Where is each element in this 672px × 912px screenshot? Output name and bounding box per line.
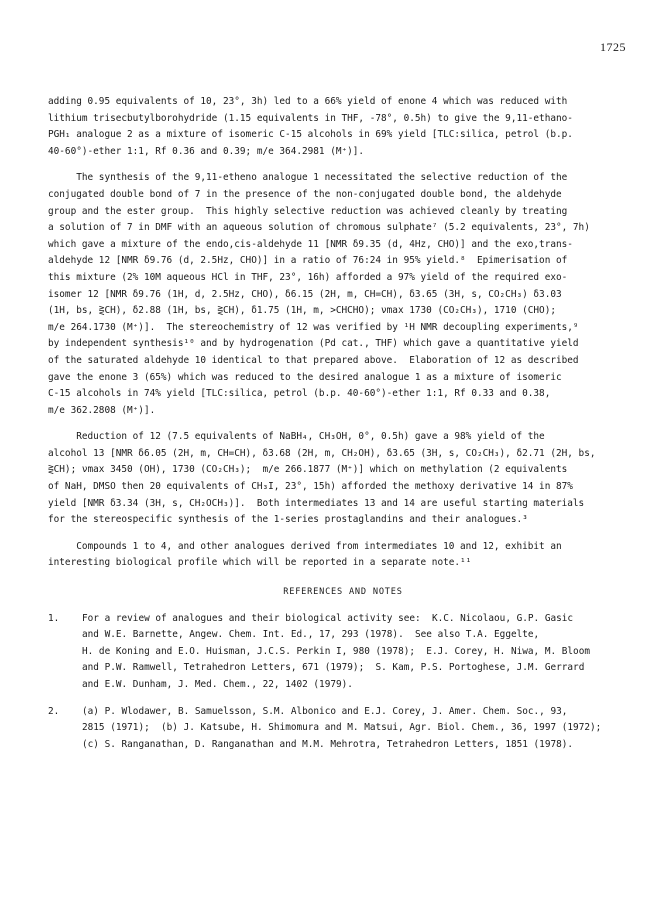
text-line: C-15 alcohols in 74% yield [TLC:silica, petrol (b.p. 40-60°)-ether 1:1, Rf 0.33 and 0.38,: [48, 388, 551, 400]
reference-item: [48, 611, 638, 694]
reference-line: 2815 (1971); (b) J. Katsube, H. Shimomura and M. Matsui, Agr. Biol. Chem., 36, 1997 (1972);: [82, 722, 602, 734]
reference-line: and E.W. Dunham, J. Med. Chem., 22, 1402 (1979).: [82, 679, 353, 690]
paragraph: [48, 94, 638, 160]
reference-item: [48, 704, 638, 754]
paragraph: [48, 539, 638, 572]
reference-line: H. de Koning and E.O. Huisman, J.C.S. Perkin I, 980 (1978); E.J. Corey, H. Niwa, M. Bloom: [82, 645, 590, 657]
text-line: The synthesis of the 9,11-etheno analogue 1 necessitated the selective reduction of the: [48, 172, 568, 184]
text-line: which gave a mixture of the endo,cis-aldehyde 11 [NMR δ9.35 (d, 4Hz, CHO)] and the exo,trans-: [48, 238, 573, 250]
text-line: (1H, bs, ⋛CH), δ2.88 (1H, bs, ⋛CH), δ1.75 (1H, m, >CHCHO); νmax 1730 (CO₂CH₃), 1710 (CHO);: [48, 305, 556, 317]
text-line: for the stereospecific synthesis of the 1-series prostaglandins and their analogues.³: [48, 514, 528, 526]
text-line: lithium trisecbutylborohydride (1.15 equivalents in THF, -78°, 0.5h) to give the 9,11-ethano-: [48, 112, 573, 124]
text-line: m/e 362.2808 (M⁺)].: [48, 404, 156, 416]
text-line: a solution of 7 in DMF with an aqueous solution of chromous sulphate⁷ (5.2 equivalents, 23°, 7h): [48, 222, 590, 234]
text-line: of NaH, DMSO then 20 equivalents of CH₃I, 23°, 15h) afforded the methoxy derivative 14 in 87%: [48, 481, 573, 493]
reference-line: (c) S. Ranganathan, D. Ranganathan and M.M. Mehrotra, Tetrahedron Letters, 1851 (1978).: [82, 738, 574, 750]
text-line: interesting biological profile which will be reported in a separate note.¹¹: [48, 557, 472, 569]
text-line: PGH₁ analogue 2 as a mixture of isomeric C-15 alcohols in 69% yield [TLC:silica, petrol (b.p.: [48, 129, 573, 141]
reference-line: and W.E. Barnette, Angew. Chem. Int. Ed., 17, 293 (1978). See also T.A. Eggelte,: [82, 629, 540, 641]
text-line: by independent synthesis¹⁰ and by hydrogenation (Pd cat., THF) which gave a quantitative yield: [48, 338, 579, 350]
reference-number: 2.: [48, 705, 60, 717]
references-heading: REFERENCES AND NOTES: [283, 587, 403, 598]
text-line: 40-60°)-ether 1:1, Rf 0.36 and 0.39; m/e 364.2981 (M⁺)].: [48, 145, 365, 157]
text-line: gave the enone 3 (65%) which was reduced to the desired analogue 1 as a mixture of isomeric: [48, 371, 562, 383]
text-line: aldehyde 12 [NMR δ9.76 (d, 2.5Hz, CHO)] in a ratio of 76:24 in 95% yield.⁸ Epimerisation of: [48, 255, 568, 267]
text-line: conjugated double bond of 7 in the presence of the non-conjugated double bond, the aldehyde: [48, 188, 562, 200]
text-line: Compounds 1 to 4, and other analogues derived from intermediates 10 and 12, exhibit an: [48, 540, 562, 552]
text-line: group and the ester group. This highly selective reduction was achieved cleanly by treating: [48, 205, 568, 217]
text-line: yield [NMR δ3.34 (3H, s, CH₂OCH₃)]. Both intermediates 13 and 14 are useful starting materials: [48, 497, 585, 509]
text-line: this mixture (2% 10M aqueous HCl in THF, 23°, 16h) afforded a 97% yield of the required exo-: [48, 271, 568, 283]
text-line: alcohol 13 [NMR δ6.05 (2H, m, CH=CH), δ3.68 (2H, m, CH₂OH), δ3.65 (3H, s, CO₂CH₃), δ2.71 (2H, bs,: [48, 447, 596, 459]
reference-line: and P.W. Ramwell, Tetrahedron Letters, 671 (1979); S. Kam, P.S. Portoghese, J.M. Gerrard: [82, 662, 585, 674]
text-line: isomer 12 [NMR δ9.76 (1H, d, 2.5Hz, CHO), δ6.15 (2H, m, CH=CH), δ3.65 (3H, s, CO₂CH₃) δ3.03: [48, 288, 562, 300]
paragraph: [48, 170, 638, 419]
text-line: ⋛CH); νmax 3450 (OH), 1730 (CO₂CH₃); m/e 266.1877 (M⁺)] which on methylation (2 equivalents: [48, 464, 568, 476]
paragraph: [48, 429, 638, 529]
page-number: 1725: [600, 40, 626, 54]
text-line: of the saturated aldehyde 10 identical to that prepared above. Elaboration of 12 as described: [48, 354, 579, 366]
text-line: adding 0.95 equivalents of 10, 23°, 3h) led to a 66% yield of enone 4 which was reduced with: [48, 96, 568, 107]
reference-number: 1.: [48, 612, 60, 624]
text-line: m/e 264.1730 (M⁺)]. The stereochemistry of 12 was verified by ¹H NMR decoupling experiments,⁹: [48, 321, 579, 333]
reference-line: (a) P. Wlodawer, B. Samuelsson, S.M. Albonico and E.J. Corey, J. Amer. Chem. Soc., 93,: [82, 705, 568, 717]
article-body: [48, 94, 638, 753]
reference-line: For a review of analogues and their biological activity see: K.C. Nicolaou, G.P. Gasic: [82, 612, 574, 624]
text-line: Reduction of 12 (7.5 equivalents of NaBH₄, CH₃OH, 0°, 0.5h) gave a 98% yield of the: [48, 431, 545, 443]
